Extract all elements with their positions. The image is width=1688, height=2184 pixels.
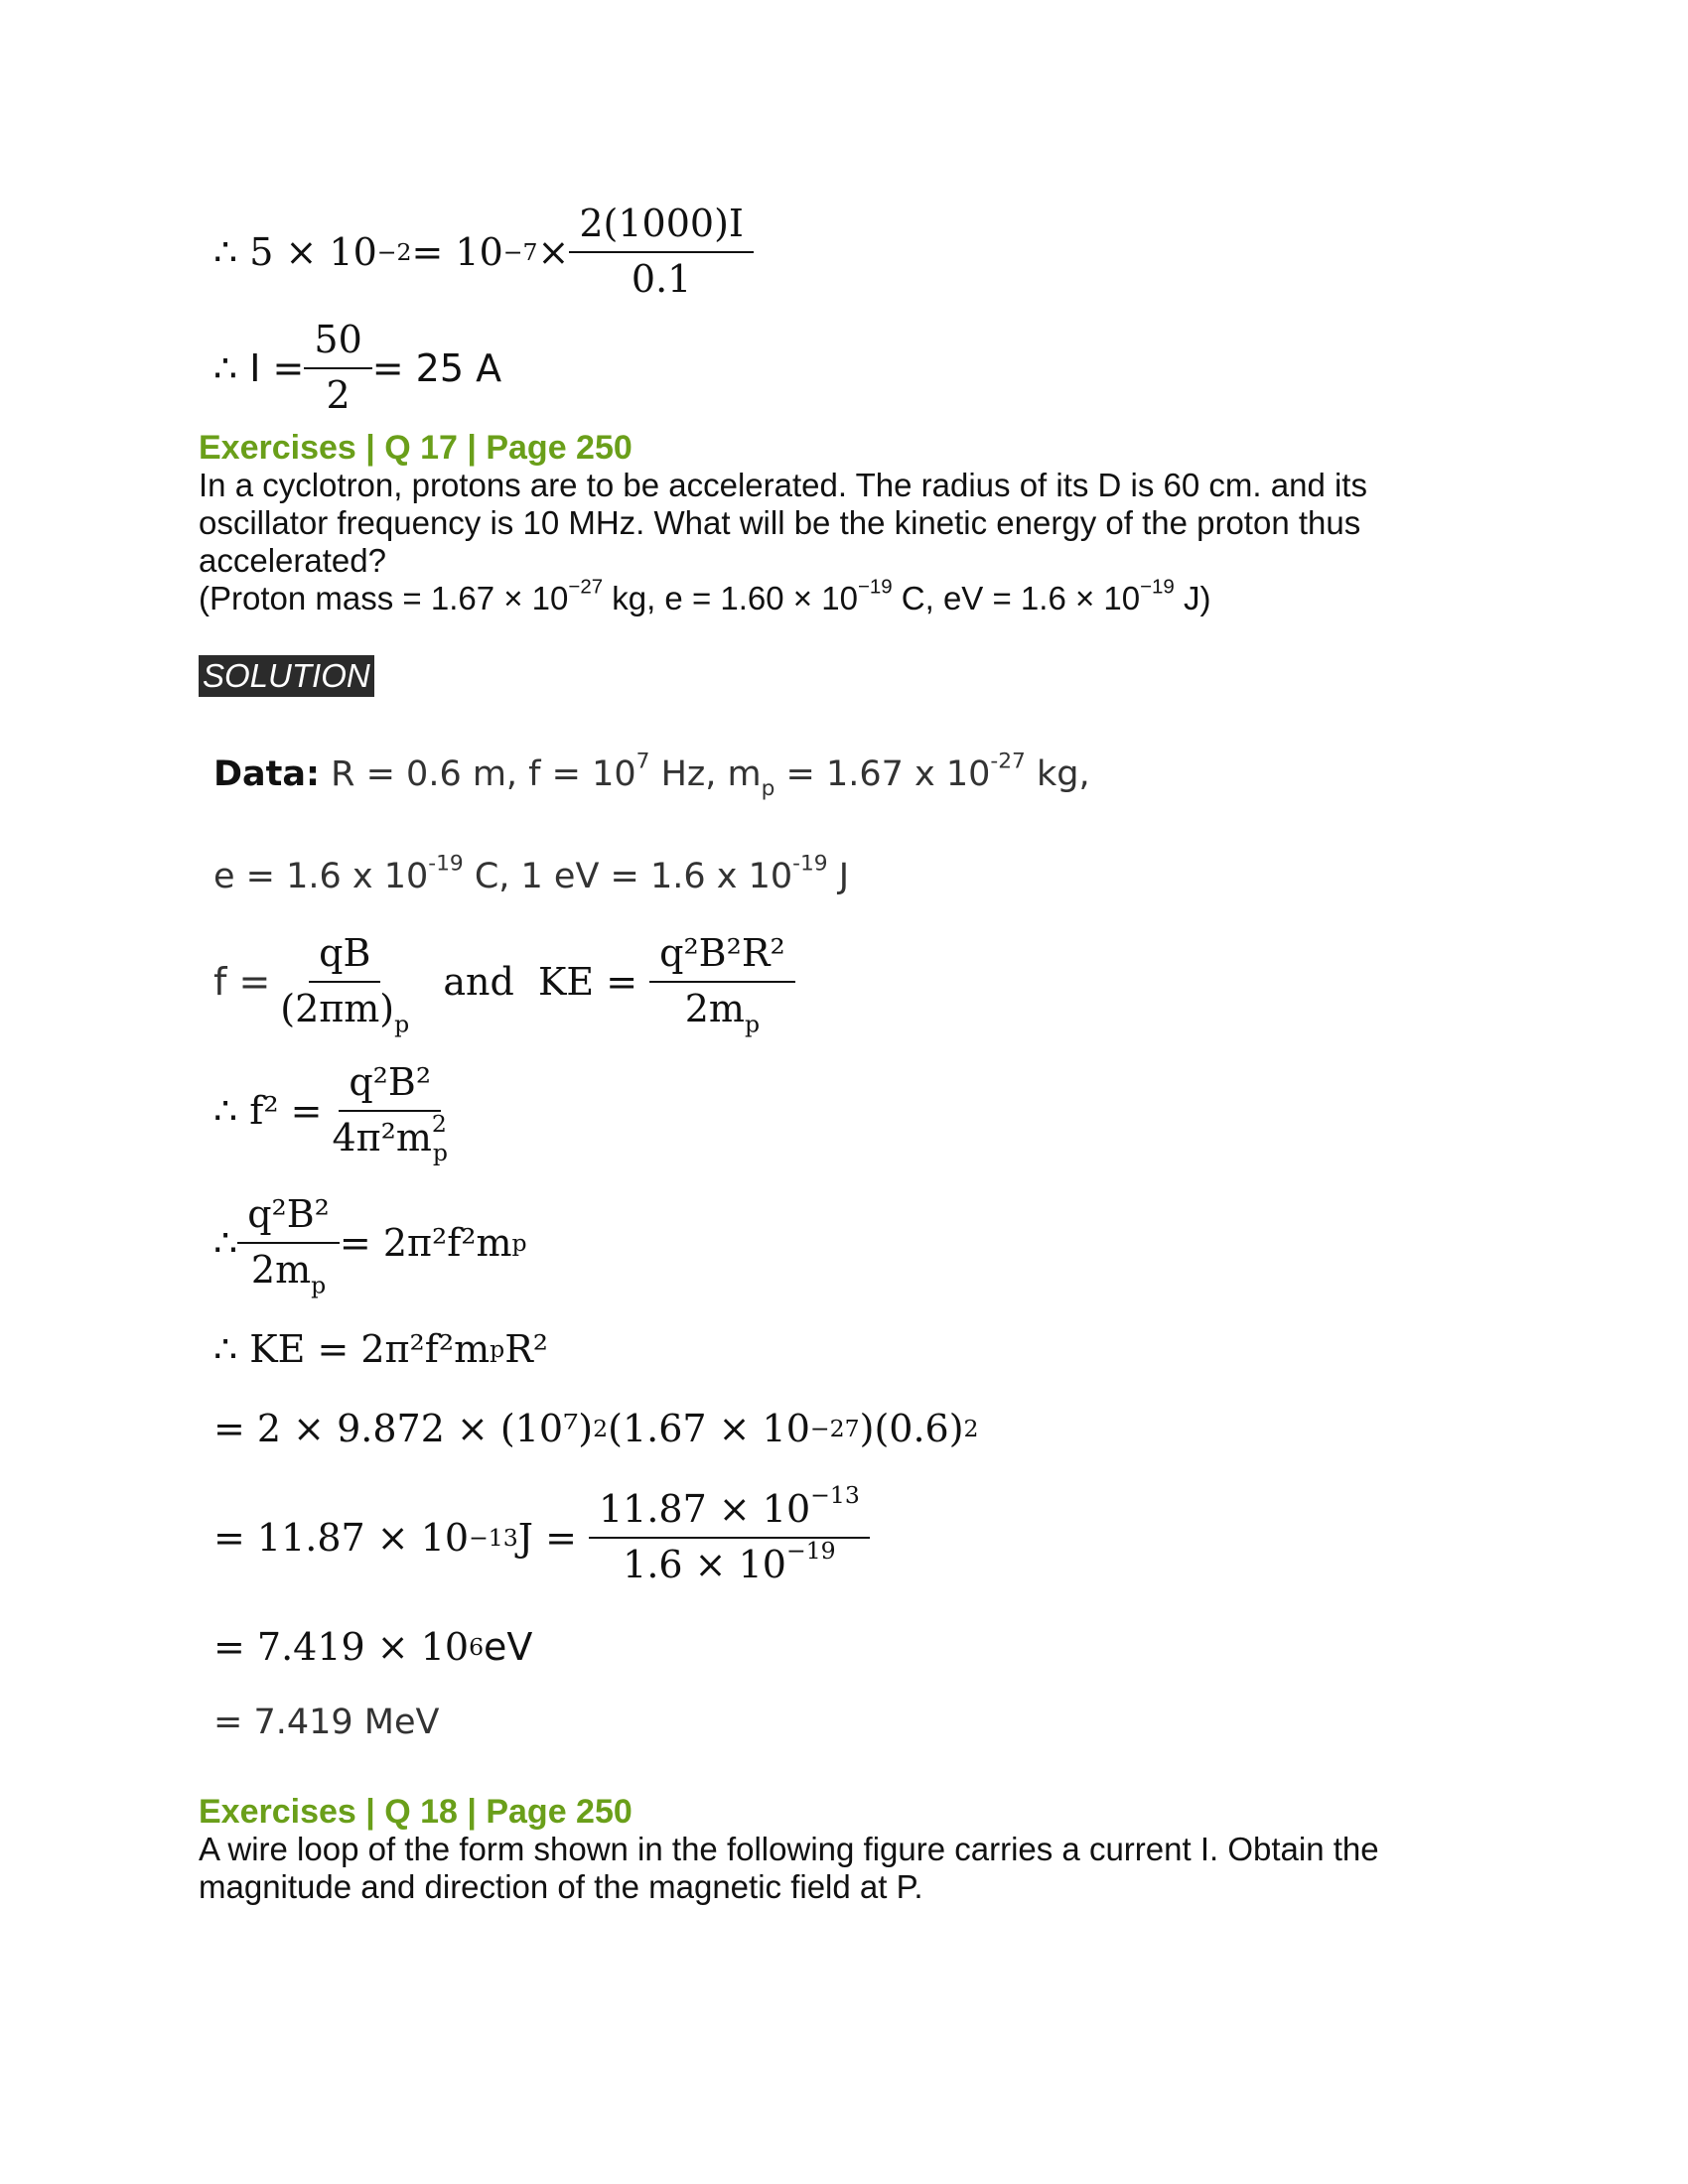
fraction: $\frac{qB}{(2\pi m)_p}$ bbox=[280, 931, 410, 1038]
fraction: $\frac{11.87 \times 10^{-13}}{1.6 \times 10^{-19}}$ bbox=[589, 1489, 870, 1586]
fraction: $\frac{\text{q²B²}}{4\pi^2m^2_p}$ bbox=[332, 1060, 448, 1167]
data-line-1: Data: R = 0.6 m, $f = 10^7$ Hz, $m_p = 1.67$ x $10^{-27}$ kg, bbox=[213, 749, 1090, 801]
data-line-2: e = 1.6 x $10^{-19}$ C, 1 eV = 1.6 x $10^{-19}$ J bbox=[213, 851, 850, 896]
equation-ke-ratio: ∴ $\frac{\text{q²B²}}{2m_p}$ = 2π²f²m p bbox=[213, 1192, 527, 1299]
solution-badge: SOLUTION bbox=[199, 655, 374, 697]
fraction: $\frac{\text{q²B²R²}}{2m_p}$ bbox=[649, 933, 795, 1030]
equation-ke: ∴ KE = 2π²f²m p R² bbox=[213, 1327, 549, 1371]
fraction: $\frac{50}{2}$ bbox=[304, 320, 371, 417]
prev-equation-2: ∴ I = $\frac{50}{2}$ = 25 A bbox=[213, 318, 502, 417]
q17-given-values: (Proton mass = $1.67 \times 10^{-27}$ kg, $e = 1.60 \times 10^{-19}$ C, eV = $1.6 \times 10^{-19}$ J) bbox=[199, 575, 1211, 616]
fraction: $\frac{2(1000)I}{0.1}$ bbox=[569, 204, 754, 301]
equation-joules: = 11.87 × 10 −13 J = $\frac{11.87 \times 10^{-13}}{1.6 \times 10^{-19}}$ bbox=[213, 1489, 870, 1586]
equation-mev: = 7.419 MeV bbox=[213, 1703, 440, 1742]
equation-frequency-ke: f = $\frac{qB}{(2\pi m)_p}$ and KE = $\frac{\text{q²B²R²}}{2m_p}$ bbox=[213, 933, 795, 1030]
equation-ev: = 7.419 × 10 6 eV bbox=[213, 1625, 533, 1669]
q18-question-text: A wire loop of the form shown in the following figure carries a current I. Obtain the magnitude and direction of the magnetic field at P. bbox=[199, 1831, 1379, 1905]
equation-substitution: = 2 × 9.872 × (10⁷) 2 (1.67 × 10 −27 ) (0.6) 2 bbox=[213, 1407, 979, 1450]
equation-f-squared: ∴ f² = $\frac{\text{q²B²}}{4\pi^2m^2_p}$ bbox=[213, 1062, 458, 1160]
fraction: $\frac{\text{q²B²}}{2m_p}$ bbox=[237, 1194, 340, 1292]
q18-heading: Exercises | Q 18 | Page 250 bbox=[199, 1793, 633, 1831]
prev-equation-1: ∴ 5 × 10 −2 = 10 −7 × $\frac{2(1000)I}{0.1}$ bbox=[213, 204, 754, 301]
q17-heading: Exercises | Q 17 | Page 250 bbox=[199, 429, 633, 467]
q17-question-text: In a cyclotron, protons are to be accelerated. The radius of its D is 60 cm. and its oscillator frequency is 10 MHz. What will be the kinetic energy of the proton thus accelerated? bbox=[199, 467, 1367, 579]
